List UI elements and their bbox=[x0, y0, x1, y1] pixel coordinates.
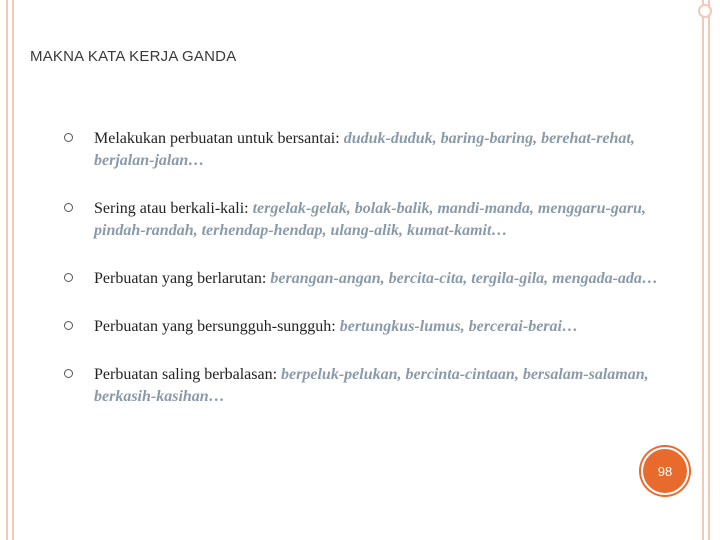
frame-line bbox=[12, 0, 14, 540]
bullet-examples: berpeluk-pelukan, bercinta-cintaan, bersalam-salaman, berkasih-kasihan… bbox=[94, 366, 649, 405]
right-frame-decoration bbox=[696, 0, 720, 540]
bullet-examples: duduk-duduk, baring-baring, berehat-rehat, berjalan-jalan… bbox=[94, 130, 635, 169]
bullet-text: Perbuatan saling berbalasan: bbox=[94, 366, 278, 383]
slide-title: MAKNA KATA KERJA GANDA bbox=[30, 48, 237, 65]
bullet-text: Sering atau berkali-kali: bbox=[94, 200, 249, 217]
bullet-circle-icon bbox=[64, 369, 73, 378]
bullet-examples: bertungkus-lumus, bercerai-berai… bbox=[339, 318, 578, 335]
bullet-examples: berangan-angan, bercita-cita, tergila-gila, mengada-ada… bbox=[270, 270, 658, 287]
bullet-text: Melakukan perbuatan untuk bersantai: bbox=[94, 130, 340, 147]
frame-line bbox=[6, 0, 8, 540]
list-item bbox=[64, 364, 684, 408]
bullet-circle-icon bbox=[64, 133, 73, 142]
bullet-circle-icon bbox=[64, 321, 73, 330]
list-item bbox=[64, 316, 684, 338]
frame-line bbox=[702, 0, 704, 540]
frame-circle-ornament bbox=[698, 4, 712, 18]
list-item bbox=[64, 128, 684, 172]
bullet-circle-icon bbox=[64, 273, 73, 282]
left-frame-decoration bbox=[0, 0, 20, 540]
bullet-text: Perbuatan yang berlarutan: bbox=[94, 270, 267, 287]
bullet-examples: tergelak-gelak, bolak-balik, mandi-manda, menggaru-garu, pindah-randah, terhendap-hendap, ulang-alik, kumat-kamit… bbox=[94, 200, 646, 239]
frame-line bbox=[708, 0, 710, 540]
list-item bbox=[64, 198, 684, 242]
bullet-list bbox=[64, 128, 684, 408]
list-item bbox=[64, 268, 684, 290]
bullet-text: Perbuatan yang bersungguh-sungguh: bbox=[94, 318, 336, 335]
bullet-circle-icon bbox=[64, 203, 73, 212]
page-number-badge: 98 bbox=[641, 447, 689, 495]
